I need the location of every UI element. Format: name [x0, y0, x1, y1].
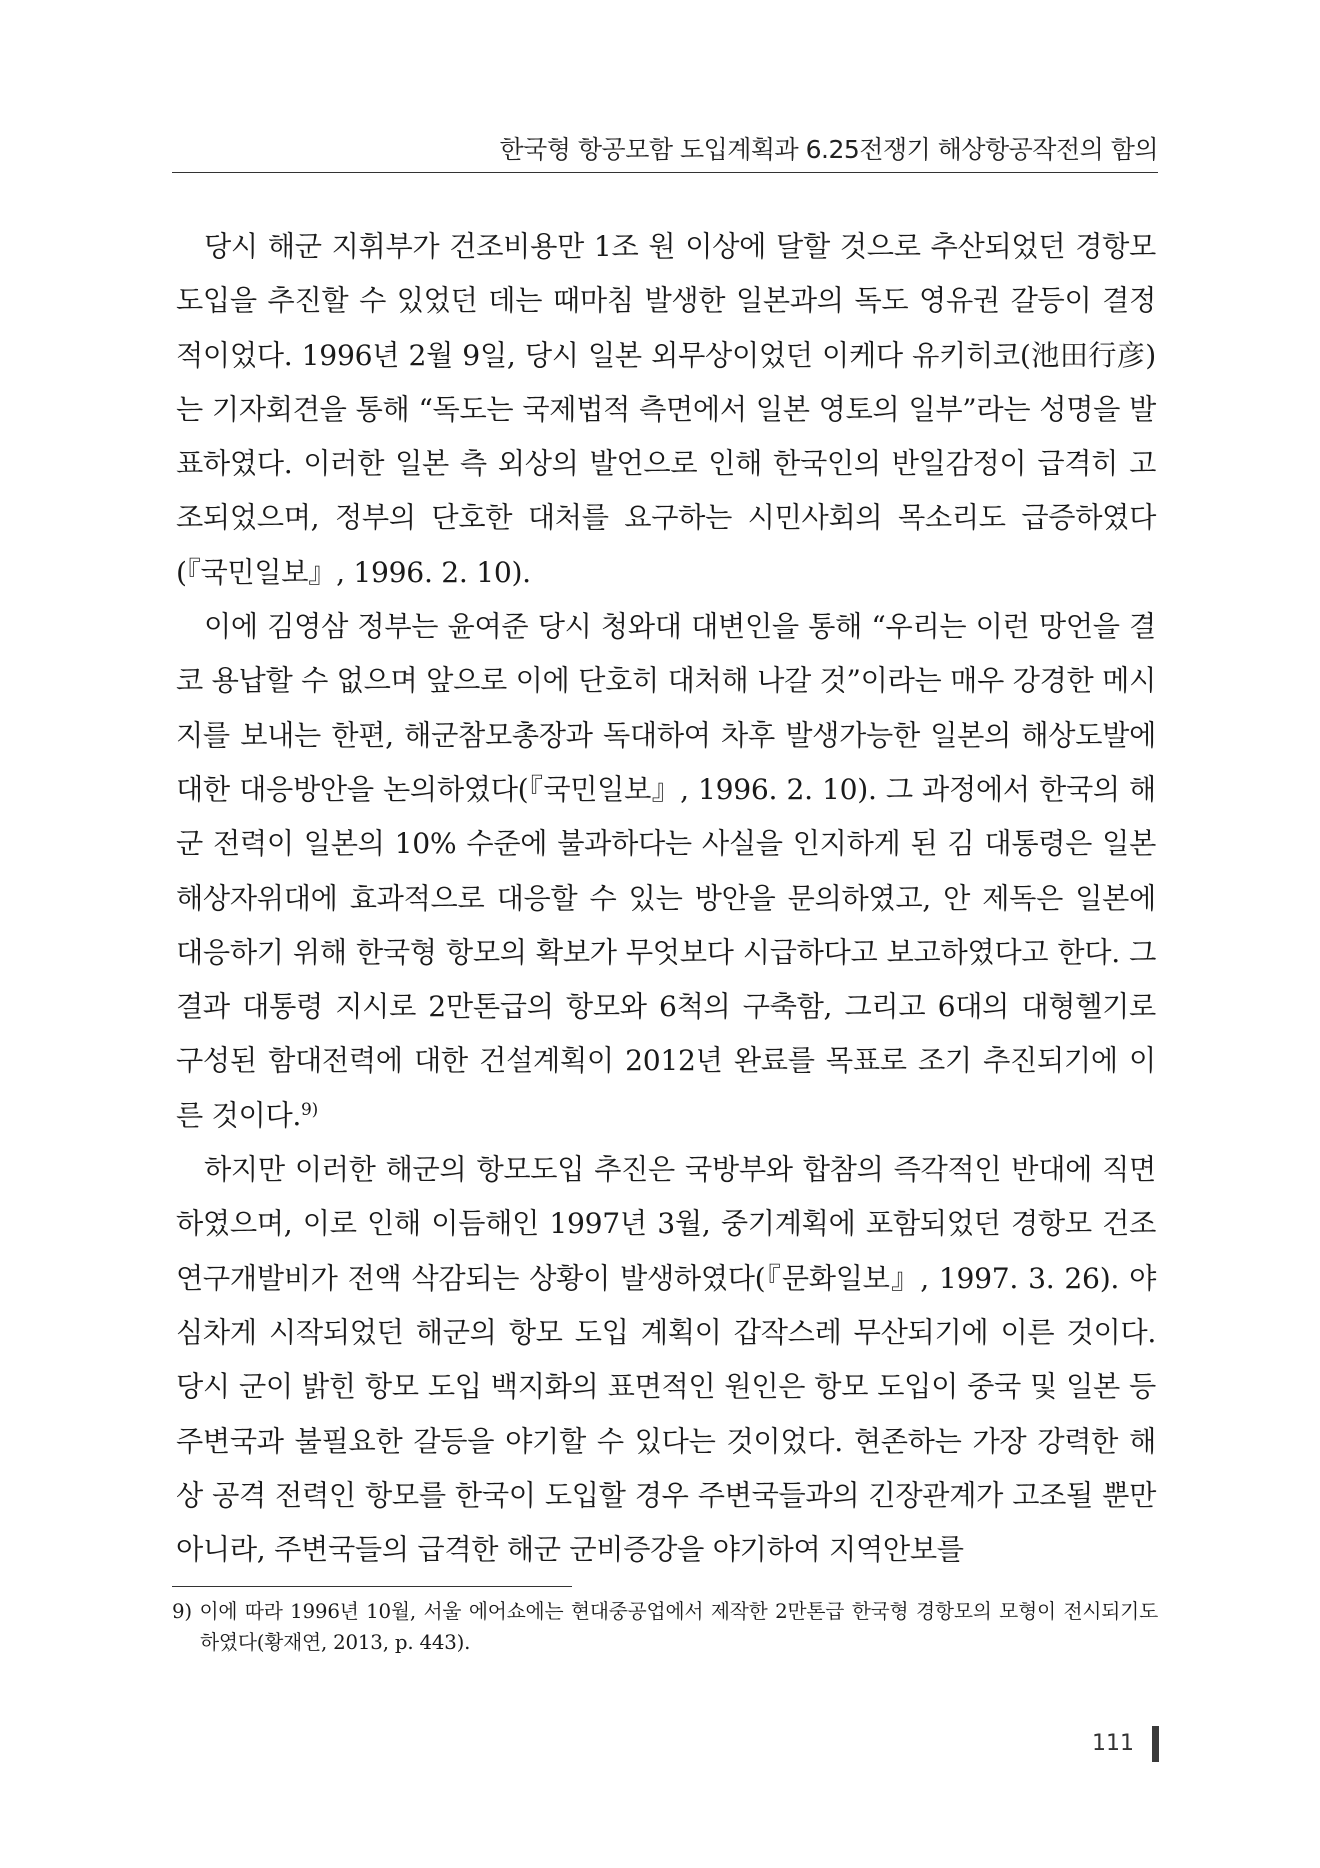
running-header: 한국형 항공모함 도입계획과 6.25전쟁기 해상항공작전의 함의: [499, 135, 1158, 164]
paragraph-3: 하지만 이러한 해군의 항모도입 추진은 국방부와 합참의 즉각적인 반대에 직면하였으며, 이로 인해 이듬해인 1997년 3월, 중기계획에 포함되었던 경항모 건조 연구개발비가 전액 삭감되는 상황이 발생하였다(『문화일보』, 1997. 3. 26). 야심차게 시작되었던 해군의 항모 도입 계획이 갑작스레 무산되기에 이른 것이다. 당시 군이 밝힌 항모 도입 백지화의 표면적인 원인은 항모 도입이 중국 및 일본 등 주변국과 불필요한 갈등을 야기할 수 있다는 것이었다. 현존하는 가장 강력한 해상 공격 전력인 항모를 한국이 도입할 경우 주변국들과의 긴장관계가 고조될 뿐만 아니라, 주변국들의 급격한 해군 군비증강을 야기하여 지역안보를: [176, 1153, 1156, 1567]
footnote-rule: [172, 1586, 572, 1587]
body-text: [176, 220, 1156, 1577]
footnote-ref[interactable]: 9): [301, 1099, 318, 1120]
footnote: 9) 이에 따라 1996년 10월, 서울 에어쇼에는 현대중공업에서 제작한 2만톤급 한국형 경항모의 모형이 전시되기도 하였다(황재연, 2013, p. 443).: [172, 1600, 1158, 1654]
paragraph-2: [176, 600, 1156, 1143]
page-number: 111: [1092, 1731, 1134, 1756]
header-rule: [172, 172, 1158, 173]
paragraph-1: 당시 해군 지휘부가 건조비용만 1조 원 이상에 달할 것으로 추산되었던 경항모 도입을 추진할 수 있었던 데는 때마침 발생한 일본과의 독도 영유권 갈등이 결정적이었다. 1996년 2월 9일, 당시 일본 외무상이었던 이케다 유키히코(池田行彦)는 기자회견을 통해 “독도는 국제법적 측면에서 일본 영토의 일부”라는 성명을 발표하였다. 이러한 일본 측 외상의 발언으로 인해 한국인의 반일감정이 급격히 고조되었으며, 정부의 단호한 대처를 요구하는 시민사회의 목소리도 급증하였다(『국민일보』, 1996. 2. 10).: [176, 230, 1156, 589]
page-number-bar: [1152, 1726, 1159, 1762]
paragraph-2-text: 이에 김영삼 정부는 윤여준 당시 청와대 대변인을 통해 “우리는 이런 망언을 결코 용납할 수 없으며 앞으로 이에 단호히 대처해 나갈 것”이라는 매우 강경한 메시지를 보내는 한편, 해군참모총장과 독대하여 차후 발생가능한 일본의 해상도발에 대한 대응방안을 논의하였다(『국민일보』, 1996. 2. 10). 그 과정에서 한국의 해군 전력이 일본의 10% 수준에 불과하다는 사실을 인지하게 된 김 대통령은 일본 해상자위대에 효과적으로 대응할 수 있는 방안을 문의하였고, 안 제독은 일본에 대응하기 위해 한국형 항모의 확보가 무엇보다 시급하다고 보고하였다고 한다. 그 결과 대통령 지시로 2만톤급의 항모와 6척의 구축함, 그리고 6대의 대형헬기로 구성된 함대전력에 대한 건설계획이 2012년 완료를 목표로 조기 추진되기에 이른 것이다.: [176, 610, 1156, 1132]
